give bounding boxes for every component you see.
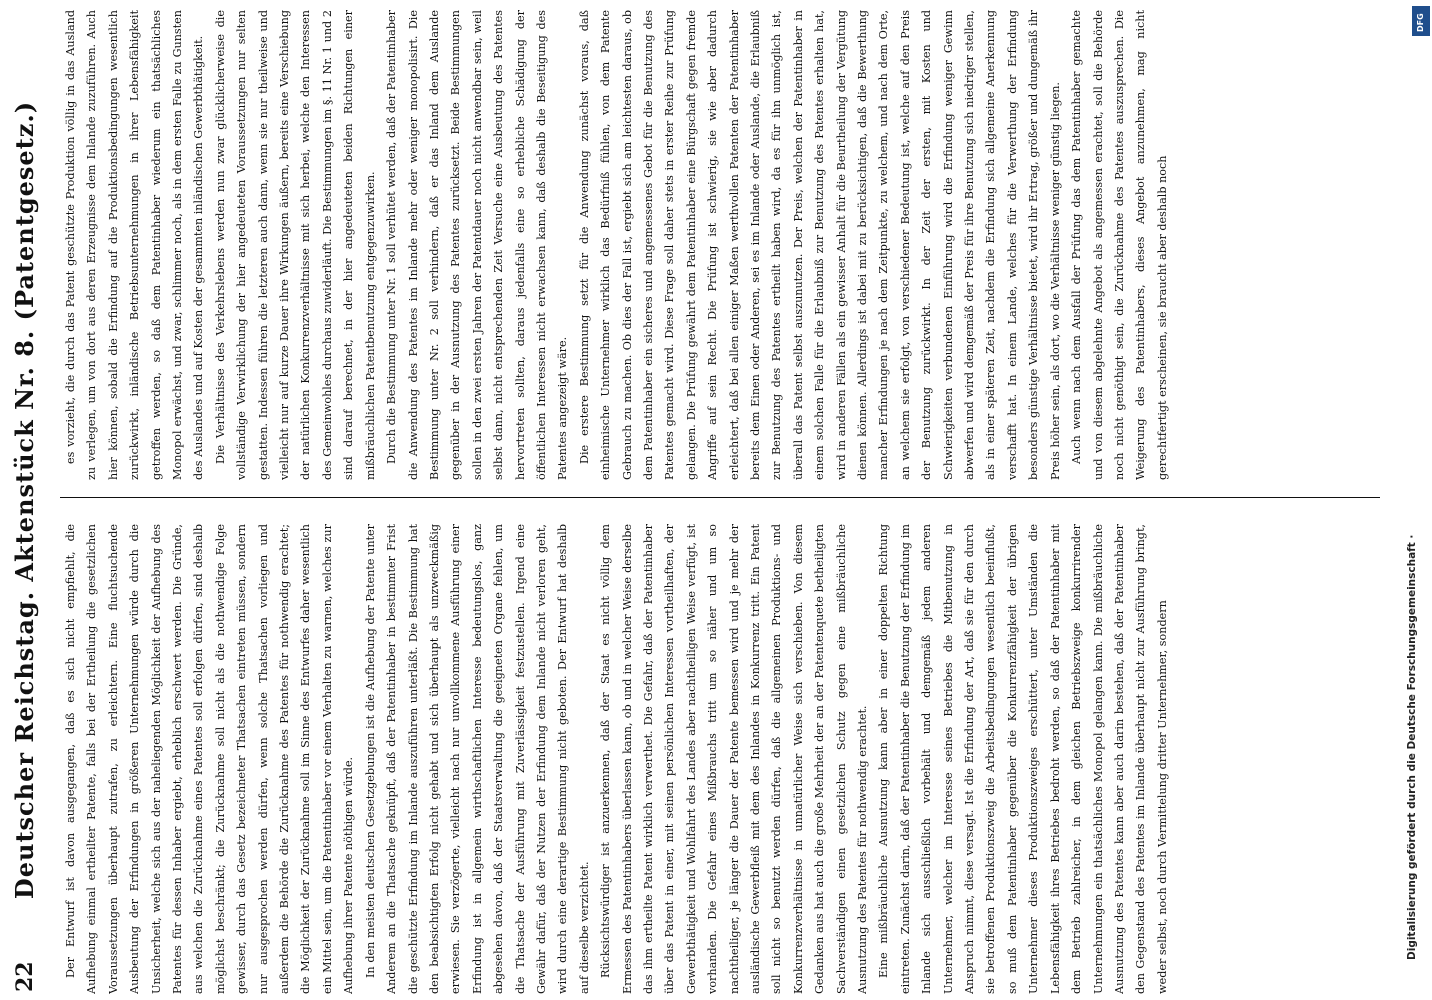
left-column [60, 524, 1380, 994]
page-header [0, 0, 60, 1000]
paragraph: Die Verhältnisse des Verkehrslebens werden nun zwar glücklicherweise die vollständige Verwirklichung der hier angedeuteten Voraussetzungen nur selten gestatten. Indessen führen die letzteren auch dann, wenn sie nur theilweise und vielleicht nur auf kurze Dauer ihre Wirkungen äußern, bereits eine Verschiebung der natürlichen Konkurrenzverhältnisse mit sich herbei, welche den Interessen des Gemeinwohles durchaus zuwiderläuft. Die Bestimmungen im §. 11 Nr. 1 und 2 sind darauf berechnet, in der hier angedeuteten beiden Richtungen einer mißbräuchlichen Patentbenutzung entgegenzuwirken. [213, 10, 377, 480]
paragraph: In den meisten deutschen Gesetzgebungen ist die Aufhebung der Patente unter Anderem an die Thatsache geknüpft, daß der Patentinhaber in bestimmter Frist die geschützte Erfindung im Inlande auszuführen unterläßt. Die Bestimmung hat den beabsichtigten Erfolg nicht gehabt und sich überhaupt als unzweckmäßig erwiesen. Sie verzögerte, vielleicht nach nur unvollkommene Ausführung einer Erfindung ist in allgemein wirthschaftlichen Interesse bedeutungslos, ganz abgesehen davon, daß der Staatsverwaltung die geeigneten Organe fehlen, um die Thatsache der Ausführung mit Zuverlässigkeit festzustellen. Irgend eine Gewähr dafür, daß der Nutzen der Erfindung dem Inlande nicht verloren geht, wird durch eine derartige Bestimmung nicht geboten. Der Entwurf hat deshalb auf dieselbe verzichtet. [363, 524, 591, 994]
paragraph: Der Entwurf ist davon ausgegangen, daß es sich nicht empfiehlt, die Aufhebung einmal ertheilter Patente, falls bei der Ertheilung die gesetzlichen Voraussetzungen überhaupt zutrafen, zu erleichtern. Eine fluchtsuchende Ausbeutung der Erfindungen in größeren Unternehmungen würde durch die Unsicherheit, welche sich aus der naheliegenden Möglichkeit der Aufhebung des Patentes für dessen Inhaber ergiebt, erheblich erschwert werden. Die Gründe, aus welchen die Zurücknahme eines Patentes soll erfolgen dürfen, sind deshalb möglichst beschränkt; die Zurücknahme soll nicht als die nothwendige Folge gewisser, durch das Gesetz bezeichneter Thatsachen eintreten müssen, sondern nur ausgesprochen werden dürfen, wenn solche Thatsachen vorliegen und außerdem die Behörde die Zurücknahme des Patentes für nothwendig erachtet; die Möglichkeit der Zurücknahme soll im Sinne des Entwurfes daher wesentlich ein Mittel sein, um die Patentinhaber vor einem Verhalten zu warnen, welches zur Aufhebung ihrer Patente nöthigen würde. [64, 524, 356, 994]
paragraph: Die erstere Bestimmung setzt für die Anwendung zunächst voraus, daß einheimische Unternehmer wirklich das Bedürfniß fühlen, von dem Patente Gebrauch zu machen. Ob dies der Fall ist, ergiebt sich am leichtesten daraus, ob dem Patentinhaber ein sicheres und angemessenes Gebot für die Benutzung des Patentes gemacht wird. Diese Frage soll daher stets in erster Reihe zur Prüfung gelangen. Die Prüfung gewährt dem Patentinhaber eine Bürgschaft gegen fremde Angriffe auf sein Recht. Die Prüfung ist schwierig, sie wie aber dadurch erleichtert, daß bei allen einiger Maßen werthvollen Patenten der Patentinhaber bereits dem Einen oder Anderen, sei es im Inlande oder Auslande, die Erlaubniß zur Benutzung des Patentes ertheilt haben wird, da es für ihn unmöglich ist, überall das Patent selbst auszunutzen. Der Preis, welchen der Patentinhaber in einem solchen Falle für die Erlaubniß zur Benutzung des Patentes erhalten hat, wird in anderen Fällen als ein gewisser Anhalt für die Beurtheilung der Vergütung dienen können. Allerdings ist dabei mit zu berücksichtigen, daß die Bewerthung mancher Erfindungen je nach dem Zeitpunkte, zu welchem, und nach dem Orte, an welchem sie erfolgt, von verschiedener Bedeutung ist, welche auf den Preis der Benutzung zurückwirkt. In der Zeit der ersten, mit Kosten und Schwierigkeiten verbundenen Einführung wird die Erfindung weniger Gewinn abwerfen und wird demgemäß der Preis für ihre Benutzung sich niedriger stellen, als in einer späteren Zeit, nachdem die Erfindung sich allgemeine Anerkennung verschafft hat. In einem Lande, welches für die Verwerthung der Erfindung besonders günstige Verhältnisse bietet, wird ihr Ertrag, größer und dungemäß ihr Preis höher sein, als dort, wo die Verhältnisse weniger günstig liegen. [577, 10, 1062, 480]
paragraph: Durch die Bestimmung unter Nr. 1 soll verhütet werden, daß der Patentinhaber die Anwendung des Patentes im Inlande mehr oder weniger monopolisirt. Die Bestimmung unter Nr. 2 soll verhindern, daß er das Inland dem Auslande gegenüber in der Ausnutzung des Patentes zurücksetzt. Beide Bestimmungen sollen in den zwei ersten Jahren der Patentdauer noch nicht anwendbar sein, weil selbst dann, nicht entsprechenden Zeit Versuche eine Ausbeutung des Patentes hervortreten sollten, daraus jedenfalls eine so erhebliche Schädigung der öffentlichen Interessen nicht erwachsen kann, daß deshalb die Beseitigung des Patentes angezeigt wäre. [385, 10, 570, 480]
paragraph: es vorzieht, die durch das Patent geschützte Produktion völlig in das Ausland zu verlegen, um von dort aus deren Erzeugnisse dem Inlande zuzuführen. Auch hier können, sobald die Erfindung auf die Produktionsbedingungen wesentlich zurückwirkt, inländische Betriebsunternehmungen in ihrer Lebensfähigkeit getroffen werden, so daß dem Patentinhaber wiederum ein thatsächliches Monopol erwächst, und zwar, schlimmer noch, als in dem ersten Falle zu Gunsten des Auslandes und auf Kosten der gesammten inländischen Gewerbthätigkeit. [64, 10, 206, 480]
page-number: 22 [12, 961, 38, 992]
digitization-note [1402, 40, 1428, 960]
running-head: Deutscher Reichstag. Aktenstück Nr. 8. (Patentgesetz.) [10, 100, 39, 900]
digitization-note-text: Digitalisierung gefördert durch die Deutsche Forschungsgemeinschaft · [1406, 534, 1418, 960]
right-column [60, 10, 1380, 480]
paragraph: Auch wenn nach dem Ausfall der Prüfung das dem Patentinhaber gemachte und von diesem abgelehnte Angebot als angemessen erachtet, soll die Behörde noch nicht genöthigt sein, die Zurücknahme des Patentes auszusprechen. Die Weigerung des Patentinhabers, dieses Angebot anzunehmen, mag nicht gerechtfertigt erscheinen, sie braucht aber deshalb noch [1070, 10, 1169, 480]
dfg-logo-text: DFG [1416, 13, 1425, 32]
dfg-logo [1412, 6, 1430, 36]
column-divider [60, 497, 1380, 498]
paragraph: Rücksichtswürdiger ist anzuerkennen, daß der Staat es nicht völlig dem Ermessen des Patentinhabers überlassen kann, ob und in welcher Weise derselbe das ihm ertheilte Patent wirklich verwerthet. Die Gefahr, daß der Patentinhaber über das Patent in einer, mit seinen persönlichen Interessen vortheilhaften, der Gewerbthätigkeit und Wohlfahrt des Landes aber nachtheiligen Weise verfügt, ist vorhanden. Die Gefahr eines Mißbrauchs tritt um so näher und um so nachtheiliger, je länger die Dauer der Patente bemessen wird und je mehr der ausländische Gewerbfleiß mit dem des Inlandes in Konkurrenz tritt. Ein Patent soll nicht so benutzt werden dürfen, daß die allgemeinen Produktions- und Konkurrenzverhältnisse in unnatürlicher Weise sich verschieben. Von diesem Gedanken aus hat auch die große Mehrheit der an der Patentenquete betheiligten Sachverständigen einen gesetzlichen Schutz gegen eine mißbräuchliche Ausnutzung des Patentes für nothwendig erachtet. [599, 524, 870, 994]
paragraph: Eine mißbräuchliche Ausnutzung kann aber in einer doppelten Richtung eintreten. Zunächst darin, daß der Patentinhaber die Benutzung der Erfindung im Inlande sich ausschließlich vorbehält und demgemäß jedem anderen Unternehmer, welcher im Interesse seines Betriebes die Mitbenutzung in Anspruch nimmt, diese versagt. Ist die Erfindung der Art, daß sie für den durch sie betroffenen Produktionszweig die Arbeitsbedingungen wesentlich beeinflußt, so muß dem Patentinhaber gegenüber die Konkurrenzfähigkeit der übrigen Unternehmer dieses Produktionszweiges erschüttert, unter Umständen die Lebensfähigkeit ihres Betriebes bedroht werden, so daß der Patentinhaber mit dem Betrieb zahlreicher, in dem gleichen Betriebszweige konkurrirender Unternehmungen ein thatsächliches Monopol gelangen kann. Die mißbräuchliche Ausnutzung des Patentes kann aber auch darin bestehen, daß der Patentinhaber den Gegenstand des Patentes im Inlande überhaupt nicht zur Ausführung bringt, weder selbst, noch durch Vermittelung dritter Unternehmer, sondern [877, 524, 1169, 994]
